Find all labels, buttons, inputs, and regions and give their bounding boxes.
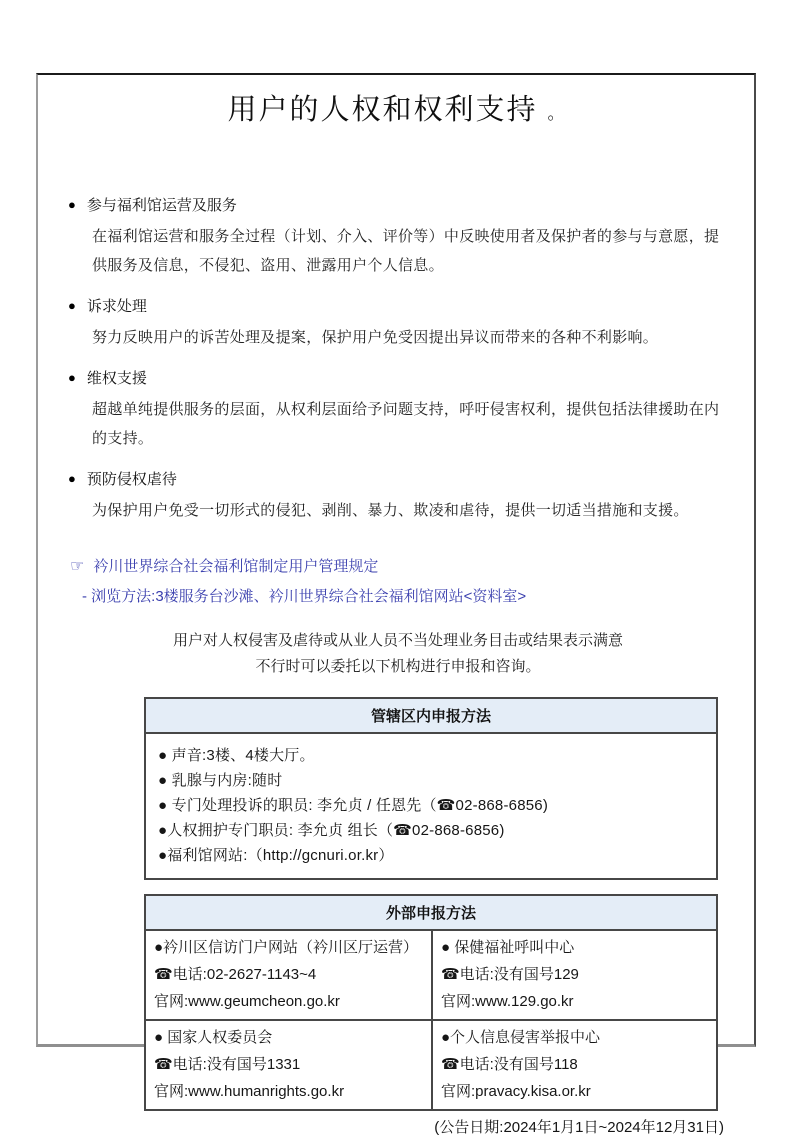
notice-date: (公告日期:2024年1月1日~2024年12月31日) (434, 1119, 724, 1136)
org-phone: ☎电话:没有国号129 (441, 966, 579, 983)
external-report-table-title: 外部申报方法 (146, 896, 716, 931)
external-report-table (144, 894, 718, 1111)
bullet-icon: ● (68, 298, 76, 313)
org-name: ●个人信息侵害举报中心 (441, 1029, 601, 1046)
internal-report-table-title: 管辖区内申报方法 (146, 699, 716, 734)
table-row: ● 专门处理投诉的职员: 李允贞 / 任恩先（☎02-868-6856) (158, 797, 549, 814)
report-notice-line1: 用户对人权侵害及虐待或从业人员不当处理业务目击或结果表示满意 (172, 632, 623, 649)
pointing-hand-icon: ☞ (70, 557, 85, 575)
cell-privacy-report-center (431, 1019, 716, 1109)
section-body: 为保护用户免受一切形式的侵犯、剥削、暴力、欺凌和虐待，提供一切适当措施和支援。 (92, 502, 689, 519)
page-title-text: 用户的人权和权利支持 (227, 94, 538, 126)
table-row: ●人权拥护专门职员: 李允贞 组长（☎02-868-6856) (158, 822, 505, 839)
org-phone: ☎电话:没有国号1331 (154, 1056, 301, 1073)
table-row: ●福利馆网站:（http://gcnuri.or.kr） (158, 847, 394, 864)
table-row: ● 乳腺与内房:随时 (158, 772, 283, 789)
org-phone: ☎电话:没有国号118 (441, 1056, 578, 1073)
section-body: 在福利馆运营和服务全过程（计划、介入、评价等）中反映使用者及保护者的参与与意愿，提供服务及信息，不侵犯、盗用、泄露用户个人信息。 (92, 228, 720, 274)
org-name: ● 保健福祉呼叫中心 (441, 939, 575, 956)
section-abuse-prevention (68, 468, 728, 525)
section-heading (68, 367, 728, 388)
cell-health-welfare-callcenter (431, 931, 716, 1019)
section-participation (68, 194, 728, 280)
org-website: 官网:pravacy.kisa.or.kr (441, 1083, 591, 1100)
section-body: 努力反映用户的诉苦处理及提案，保护用户免受因提出异议而带来的各种不利影响。 (92, 329, 659, 346)
section-heading-label: 诉求处理 (86, 298, 147, 315)
org-website: 官网:www.humanrights.go.kr (154, 1083, 345, 1100)
page-title (38, 87, 754, 128)
org-phone: ☎电话:02-2627-1143~4 (154, 966, 317, 983)
section-heading (68, 194, 728, 215)
regulation-link[interactable] (70, 555, 728, 576)
bullet-icon: ● (68, 197, 76, 212)
section-heading-label: 预防侵权虐待 (86, 471, 177, 488)
policy-sections (68, 194, 728, 525)
section-grievance (68, 295, 728, 352)
report-notice-line2: 不行时可以委托以下机构进行申报和咨询。 (255, 658, 541, 675)
org-website: 官网:www.geumcheon.go.kr (154, 993, 340, 1010)
org-website: 官网:www.129.go.kr (441, 993, 574, 1010)
bullet-icon: ● (68, 471, 76, 486)
report-notice (68, 628, 728, 680)
org-name: ●衿川区信访门户网站（衿川区厅运营） (154, 939, 419, 956)
page-frame (36, 73, 756, 1136)
page-title-suffix: 。 (547, 104, 565, 123)
bullet-icon: ● (68, 370, 76, 385)
table-row: ● 声音:3楼、4楼大厅。 (158, 747, 315, 764)
section-heading (68, 468, 728, 489)
external-report-table-grid (146, 931, 716, 1109)
section-heading-label: 参与福利馆运营及服务 (86, 197, 237, 214)
section-body: 超越单纯提供服务的层面，从权利层面给予问题支持，呼吁侵害权利，提供包括法律援助在内的支持。 (92, 401, 720, 447)
section-rights-support (68, 367, 728, 453)
regulation-link-label: 衿川世界综合社会福利馆制定用户管理规定 (93, 558, 379, 575)
cell-geumcheon-portal (146, 931, 431, 1019)
cell-human-rights-commission (146, 1019, 431, 1109)
org-name: ● 国家人权委员会 (154, 1029, 273, 1046)
regulation-links (70, 555, 728, 606)
browse-method-link[interactable]: - 浏览方法:3楼服务台沙滩、衿川世界综合社会福利馆网站<资料室> (82, 588, 527, 605)
internal-report-table (144, 697, 718, 880)
internal-report-table-body (146, 734, 716, 878)
section-heading (68, 295, 728, 316)
section-heading-label: 维权支援 (86, 370, 147, 387)
